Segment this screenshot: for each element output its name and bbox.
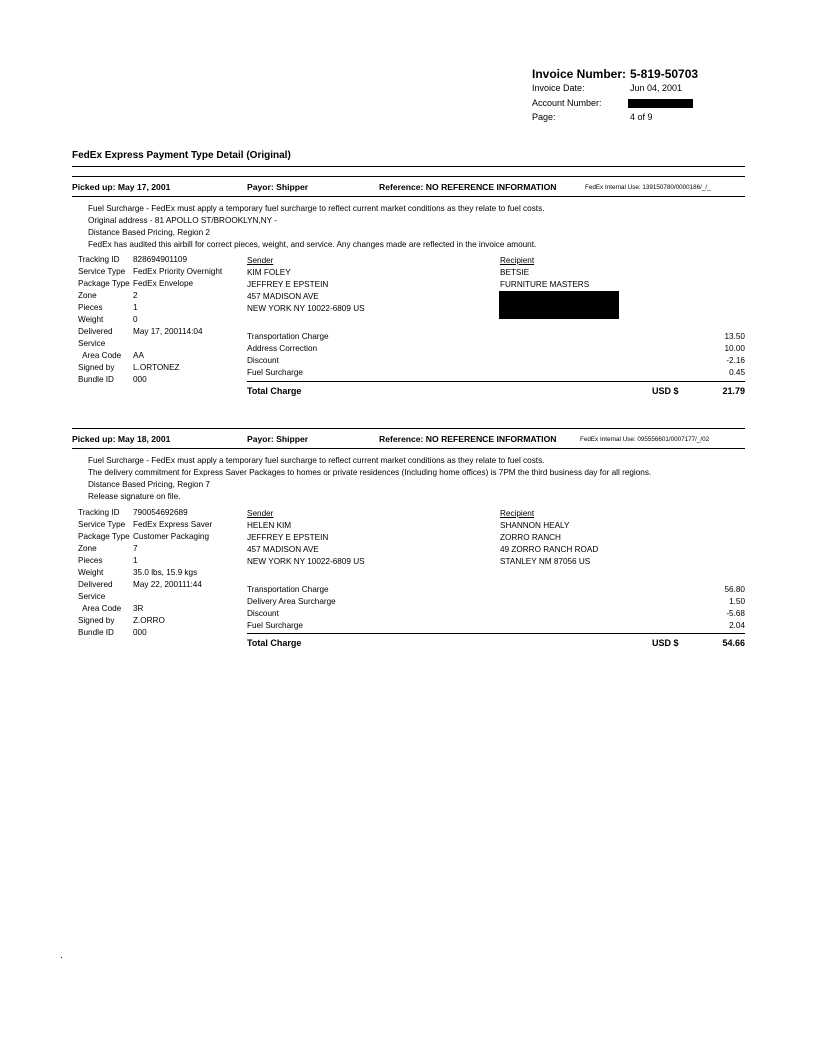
charge-label: Discount: [247, 609, 279, 618]
detail-labels: [78, 507, 130, 639]
total-charge-amount: 54.66: [722, 638, 745, 648]
internal-use: FedEx Internal Use: 139150780/0000186/_/_: [585, 184, 711, 191]
sender-line: KIM FOLEY: [247, 268, 291, 277]
zone: 2: [133, 291, 138, 300]
service-type: FedEx Priority Overnight: [133, 267, 223, 276]
total-rule: [247, 633, 745, 634]
shipment-header-rule: [72, 196, 745, 197]
charge-label: Discount: [247, 356, 279, 365]
note-line: Release signature on file.: [88, 492, 181, 501]
detail-label: Signed by: [78, 363, 115, 372]
detail-label: Signed by: [78, 616, 115, 625]
charge-amount: 0.45: [729, 368, 745, 377]
charge-label: Delivery Area Surcharge: [247, 597, 336, 606]
total-rule: [247, 381, 745, 382]
sender-line: NEW YORK NY 10022-6809 US: [247, 304, 365, 313]
detail-label: Bundle ID: [78, 628, 114, 637]
area-code: AA: [133, 351, 144, 360]
note-line: Fuel Surcharge - FedEx must apply a temporary fuel surcharge to reflect current market conditions as they relate to fuel costs.: [88, 456, 545, 465]
note-line: Fuel Surcharge - FedEx must apply a temporary fuel surcharge to reflect current market conditions as they relate to fuel costs.: [88, 204, 545, 213]
internal-use: FedEx Internal Use: 095556601/0007177/_/02: [580, 436, 710, 443]
sender-line: JEFFREY E EPSTEIN: [247, 280, 329, 289]
delivered: May 17, 200114:04: [133, 327, 203, 336]
charge-labels: [247, 584, 336, 632]
recipient-address-redaction: [499, 291, 619, 319]
detail-label: Service: [78, 592, 106, 601]
note-line: The delivery commitment for Express Saver Packages to homes or private residences (Including home offices) is 7PM the third business day for all regions.: [88, 468, 652, 477]
shipment-top-rule: [72, 428, 745, 429]
note-line: Distance Based Pricing, Region 2: [88, 228, 210, 237]
reference: Reference: NO REFERENCE INFORMATION: [379, 434, 557, 444]
charge-amount: 13.50: [724, 332, 745, 341]
detail-label: Weight: [78, 315, 104, 324]
shipment-notes: [88, 455, 651, 503]
detail-label: Package Type: [78, 279, 130, 288]
detail-label: Service: [78, 339, 106, 348]
total-charge-amount: 21.79: [722, 386, 745, 396]
account-number-label: Account Number:: [532, 98, 602, 108]
area-code: 3R: [133, 604, 144, 613]
note-line: Distance Based Pricing, Region 7: [88, 480, 210, 489]
shipment-top-rule: [72, 176, 745, 177]
recipient-line: BETSIE: [500, 268, 530, 277]
charge-amounts: [645, 331, 745, 379]
invoice-number-label: Invoice Number:: [532, 67, 627, 81]
charge-label: Transportation Charge: [247, 332, 329, 341]
bundle-id: 000: [133, 628, 147, 637]
detail-label: Delivered: [78, 327, 113, 336]
signed-by: L.ORTONEZ: [133, 363, 180, 372]
recipient-line: STANLEY NM 87056 US: [500, 557, 591, 566]
sender-line: JEFFREY E EPSTEIN: [247, 533, 329, 542]
shipment-header-rule: [72, 448, 745, 449]
detail-label: Service Type: [78, 520, 126, 529]
service: [133, 591, 212, 603]
total-charge-label: Total Charge: [247, 386, 302, 396]
section-divider: [72, 166, 745, 167]
charge-amounts: [645, 584, 745, 632]
payor: Payor: Shipper: [247, 182, 309, 192]
sender-block: [247, 508, 365, 568]
charge-label: Fuel Surcharge: [247, 621, 303, 630]
tracking-id: 790054692689: [133, 508, 188, 517]
invoice-date-label: Invoice Date:: [532, 83, 585, 93]
signed-by: Z.ORRO: [133, 616, 165, 625]
sender-line: 457 MADISON AVE: [247, 545, 319, 554]
weight: 35.0 lbs, 15.9 kgs: [133, 568, 198, 577]
service: [133, 338, 222, 350]
page-value: 4 of 9: [630, 112, 653, 122]
total-charge-label: Total Charge: [247, 638, 302, 648]
detail-label: Zone: [78, 544, 97, 553]
zone: 7: [133, 544, 138, 553]
weight: 0: [133, 315, 138, 324]
sender-line: HELEN KIM: [247, 521, 292, 530]
detail-label: Delivered: [78, 580, 113, 589]
detail-label: Tracking ID: [78, 255, 120, 264]
tracking-id: 828694901109: [133, 255, 188, 264]
note-line: Original address - 81 APOLLO ST/BROOKLYN,NY -: [88, 216, 277, 225]
sender-block: [247, 255, 365, 315]
bundle-id: 000: [133, 375, 147, 384]
detail-label: Pieces: [78, 303, 103, 312]
sender-line: NEW YORK NY 10022-6809 US: [247, 557, 365, 566]
charge-label: Address Correction: [247, 344, 318, 353]
reference: Reference: NO REFERENCE INFORMATION: [379, 182, 557, 192]
note-line: FedEx has audited this airbill for correct pieces, weight, and service. Any changes made are reflected in the invoice amount.: [88, 240, 537, 249]
service-type: FedEx Express Saver: [133, 520, 213, 529]
section-title: FedEx Express Payment Type Detail (Original): [72, 150, 291, 161]
payor: Payor: Shipper: [247, 434, 309, 444]
charge-label: Fuel Surcharge: [247, 368, 303, 377]
pieces: 1: [133, 556, 138, 565]
sender-line: 457 MADISON AVE: [247, 292, 319, 301]
detail-values: [133, 507, 212, 639]
detail-label: Area Code: [78, 351, 122, 360]
pieces: 1: [133, 303, 138, 312]
detail-label: Service Type: [78, 267, 126, 276]
recipient-line: ZORRO RANCH: [500, 533, 561, 542]
charge-amount: 1.50: [729, 597, 745, 606]
package-type: Customer Packaging: [133, 532, 209, 541]
charge-amount: 10.00: [724, 344, 745, 353]
detail-label: Area Code: [78, 604, 122, 613]
recipient-line: FURNITURE MASTERS: [500, 280, 590, 289]
picked-up-date: Picked up: May 17, 2001: [72, 182, 171, 192]
package-type: FedEx Envelope: [133, 279, 194, 288]
charge-labels: [247, 331, 329, 379]
recipient-heading: Recipient: [500, 256, 535, 265]
delivered: May 22, 200111:44: [133, 580, 202, 589]
picked-up-date: Picked up: May 18, 2001: [72, 434, 171, 444]
detail-label: Bundle ID: [78, 375, 114, 384]
detail-labels: [78, 254, 130, 386]
invoice-date-value: Jun 04, 2001: [630, 83, 683, 93]
detail-label: Weight: [78, 568, 104, 577]
charge-amount: 56.80: [724, 585, 745, 594]
footer-mark: .: [60, 950, 63, 961]
detail-values: [133, 254, 222, 386]
sender-heading: Sender: [247, 256, 274, 265]
account-number-redaction: [628, 99, 693, 108]
detail-label: Package Type: [78, 532, 130, 541]
detail-label: Pieces: [78, 556, 103, 565]
invoice-number-value: 5-819-50703: [630, 67, 699, 81]
currency: USD $: [652, 638, 679, 648]
currency: USD $: [652, 386, 679, 396]
detail-label: Zone: [78, 291, 97, 300]
recipient-line: SHANNON HEALY: [500, 521, 570, 530]
recipient-block: [500, 255, 589, 291]
detail-label: Tracking ID: [78, 508, 120, 517]
sender-heading: Sender: [247, 509, 274, 518]
recipient-line: 49 ZORRO RANCH ROAD: [500, 545, 599, 554]
charge-amount: -5.68: [726, 609, 745, 618]
recipient-block: [500, 508, 598, 568]
charge-label: Transportation Charge: [247, 585, 329, 594]
charge-amount: 2.04: [729, 621, 745, 630]
recipient-heading: Recipient: [500, 509, 535, 518]
charge-amount: -2.16: [726, 356, 745, 365]
page-label: Page:: [532, 112, 556, 122]
shipment-notes: [88, 203, 544, 251]
